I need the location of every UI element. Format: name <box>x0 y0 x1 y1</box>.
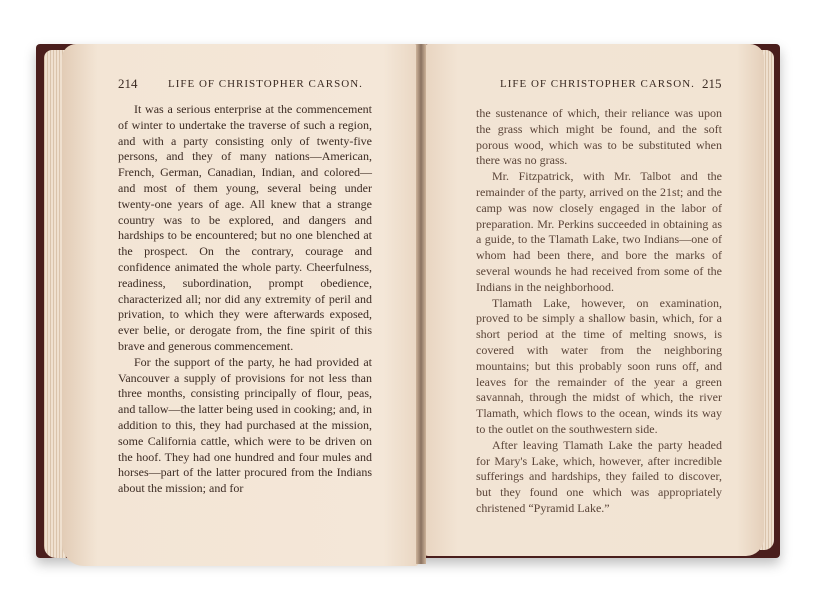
left-page-text <box>118 102 372 497</box>
right-page-number: 215 <box>702 76 722 91</box>
paragraph: It was a serious enterprise at the commencement of winter to undertake the traverse of such a region, and with a party consisting only of twenty-five persons, and they of many nations—American, French, German, Canadian, Indian, and colored—and most of them young, several being under twenty-one years of age. All knew that a strange country was to be explored, and dangers and hardships to be encountered; but no one blenched at the prospect. On the contrary, courage and confidence animated the whole party. Cheerfulness, readiness, subordination, prompt obedience, characterized all; nor did any extremity of peril and privation, to which they were afterwards exposed, ever belie, or derogate from, the fine spirit of this brave and generous commencement. <box>118 102 372 353</box>
book-gutter <box>416 44 426 564</box>
right-running-head: LIFE OF CHRISTOPHER CARSON. <box>500 78 695 90</box>
left-page-number: 214 <box>118 76 138 91</box>
paragraph: Mr. Fitzpatrick, with Mr. Talbot and the remainder of the party, arrived on the 21st; and the camp was now closely engaged in the labor of preparation. Mr. Perkins succeeded in obtaining as a guide, to the Tlamath Lake, two Indians—one of whom had been there, and bore the marks of several wounds he had received from some of the Indians in the neighborhood. <box>476 169 722 294</box>
paragraph: the sustenance of which, their reliance was upon the grass which might be found, and the soft porous wood, which was to be substituted when there was no grass. <box>476 106 722 168</box>
paragraph: After leaving Tlamath Lake the party headed for Mary's Lake, which, however, after incredible sufferings and hardships, they failed to discover, but they found one which was appropriately christened “Pyramid Lake.” <box>476 437 722 515</box>
right-page-text <box>476 106 722 517</box>
paragraph: Tlamath Lake, however, on examination, proved to be simply a shallow basin, which, for a short period at the time of melting snows, is covered with water from the neighboring mountains; but this probably soon runs off, and leaves for the remainder of the year a green savannah, through the midst of which, the river Tlamath, which flows to the ocean, winds its way to the outlet on the southwestern side. <box>476 295 722 436</box>
paragraph: For the support of the party, he had provided at Vancouver a supply of provisions for not less than three months, consisting principally of flour, peas, and tallow—the latter being used in cooking; and, in addition to this, they had purchased at the mission, some California cattle, which were to be driven on the hoof. They had one hundred and four mules and horses—part of the latter procured from the Indians about the mission; and for <box>118 354 372 496</box>
left-running-head: LIFE OF CHRISTOPHER CARSON. <box>168 78 363 90</box>
